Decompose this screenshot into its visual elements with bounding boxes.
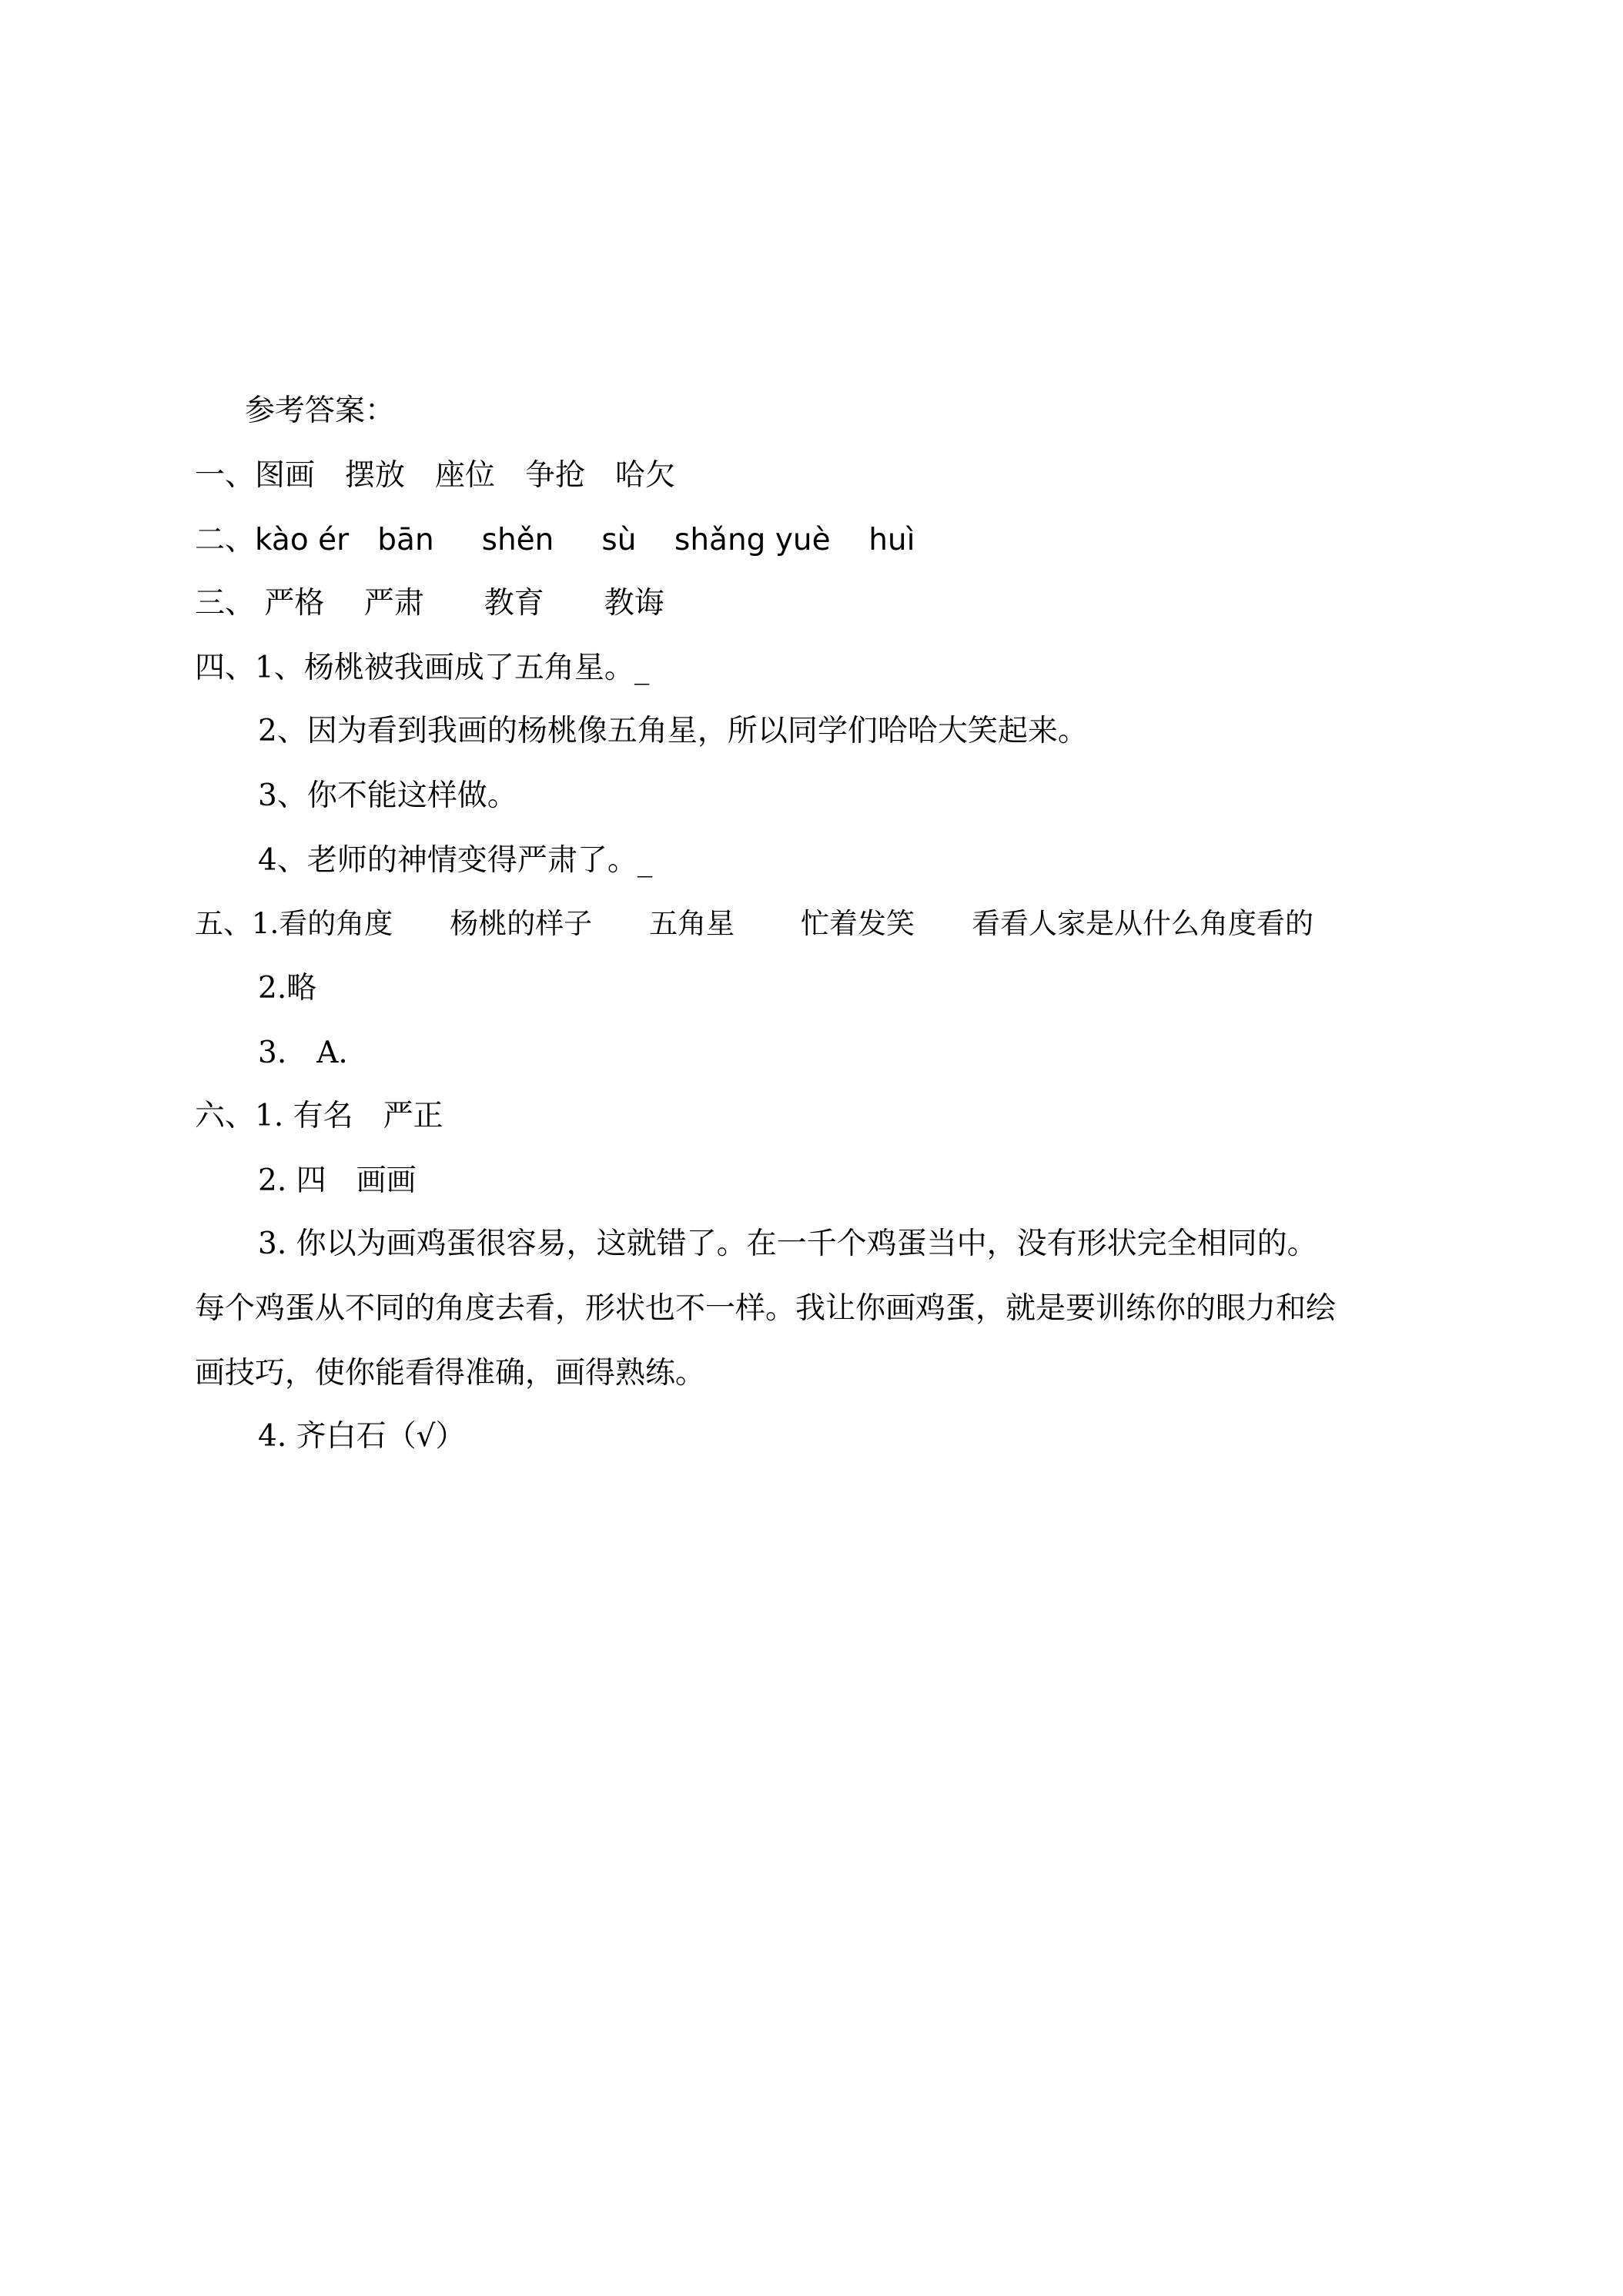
answer-section-4-item-2: 2、因为看到我画的杨桃像五角星，所以同学们哈哈大笑起来。 — [258, 714, 1088, 748]
answer-section-1: 一、图画 摆放 座位 争抢 哈欠 — [195, 458, 676, 493]
answer-section-4-item-3: 3、你不能这样做。 — [258, 778, 517, 813]
answer-section-6-item-2: 2. 四 画画 — [258, 1163, 417, 1198]
answer-section-3: 三、 严格 严肃 教育 教诲 — [195, 586, 664, 621]
answer-heading: 参考答案： — [245, 393, 396, 428]
answer-section-4-item-1: 四、1、杨桃被我画成了五角星。_ — [195, 651, 650, 685]
answer-section-6-item-1: 六、1. 有名 严正 — [195, 1099, 443, 1133]
answer-section-6-item-4: 4. 齐白石（√） — [258, 1419, 466, 1454]
answer-section-2-pinyin: kào ér bān shěn sù shǎng yuè huì — [255, 523, 915, 557]
answer-section-5-item-2: 2.略 — [258, 971, 317, 1006]
answer-section-6-item-3-line-2: 每个鸡蛋从不同的角度去看，形状也不一样。我让你画鸡蛋，就是要训练你的眼力和绘 — [195, 1291, 1337, 1326]
answer-section-5-item-3: 3. A. — [258, 1036, 348, 1070]
answer-section-2-prefix: 二、 — [195, 523, 256, 557]
answer-section-2 — [195, 522, 915, 559]
answer-section-4-item-4: 4、老师的神情变得严肃了。_ — [258, 843, 653, 878]
answer-section-6-item-3-line-3: 画技巧，使你能看得准确，画得熟练。 — [195, 1356, 706, 1391]
answer-section-5-item-1: 五、1.看的角度 杨桃的样子 五角星 忙着发笑 看看人家是从什么角度看的 — [195, 907, 1314, 940]
answer-section-6-item-3-line-1: 3. 你以为画鸡蛋很容易，这就错了。在一千个鸡蛋当中，没有形状完全相同的。 — [258, 1227, 1317, 1261]
